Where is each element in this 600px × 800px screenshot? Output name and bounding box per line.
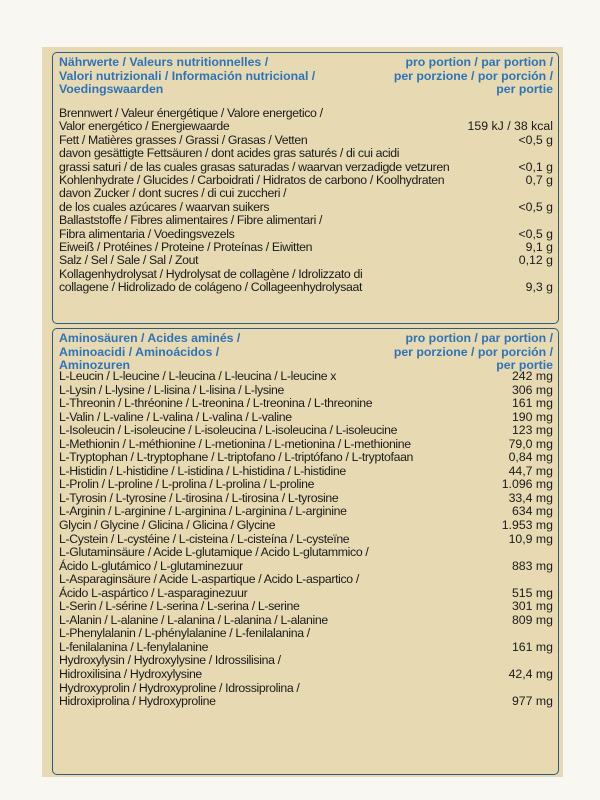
row-value: 159 kJ / 38 kcal	[467, 119, 553, 134]
row-value: 242 mg	[511, 369, 553, 383]
table-row	[59, 187, 553, 214]
row-label: L-Valin / L-valine / L-valina / L-valina / L-valine	[59, 409, 292, 424]
row-label: L-Lysin / L-lysine / L-lisina / L-lisina / L-lysine	[59, 382, 284, 397]
row-label: L-Tryptophan / L-tryptophane / L-triptofano / L-triptófano / L-tryptofaan	[59, 450, 414, 465]
row-label: Fett / Matières grasses / Grassi / Grasas / Vetten	[59, 132, 308, 147]
row-value: 0,12 g	[518, 253, 553, 268]
row-value: 809 mg	[511, 612, 553, 627]
row-label: davon gesättigte Fettsäuren / dont acides gras saturés / di cui acidi grassi saturi / de las cuales grasas saturadas / waarvan verzadigde vetzuren	[59, 146, 450, 174]
row-value: 515 mg	[511, 585, 553, 600]
row-value: 977 mg	[511, 694, 553, 709]
table-row	[59, 546, 553, 573]
row-label: Brennwert / Valeur énergétique / Valore energetico / Valor energético / Energiewaarde	[59, 106, 323, 134]
table-row	[59, 600, 553, 614]
row-value: 33,4 mg	[508, 490, 553, 505]
table-row	[59, 573, 553, 600]
row-value: 9,3 g	[525, 280, 553, 295]
table-row	[59, 519, 553, 533]
table-row	[59, 254, 553, 267]
row-label: L-Leucin / L-leucine / L-leucina / L-leucina / L-leucine x	[59, 369, 337, 383]
row-value: 44,7 mg	[508, 463, 553, 478]
row-label: L-Prolin / L-proline / L-prolina / L-prolina / L-proline	[59, 477, 315, 492]
amino-header-title: Aminosäuren / Acides aminés / Aminoacidi / Aminoácidos / Aminozuren	[59, 331, 241, 372]
row-label: Glycin / Glycine / Glicina / Glicina / Glycine	[59, 518, 276, 533]
row-value: 634 mg	[511, 504, 553, 519]
row-label: L-Threonin / L-thréonine / L-treonina / L-treonina / L-threonine	[59, 396, 373, 411]
row-label: L-Glutaminsäure / Acide L-glutamique / Acido L-glutammico / Ácido L-glutámico / L-glutaminezuur	[59, 545, 369, 573]
table-row	[59, 465, 553, 479]
nutrition-rows	[53, 107, 558, 295]
table-row	[59, 397, 553, 411]
row-value: 0,7 g	[525, 173, 553, 188]
nutrition-header-title: Nährwerte / Valeurs nutritionnelles / Valori nutrizionali / Información nutricional / Voedingswaarden	[59, 55, 316, 96]
row-value: <0,5 g	[518, 199, 553, 214]
amino-header-portion: pro portion / par portion / per porzione / por porción / per portie	[393, 331, 553, 372]
table-row	[59, 533, 553, 547]
nutrition-header-portion: pro portion / par portion / per porzione / por porción / per portie	[393, 55, 553, 96]
amino-header	[53, 329, 558, 370]
table-row	[59, 451, 553, 465]
row-value: <0,1 g	[518, 159, 553, 174]
nutrition-header	[53, 53, 558, 107]
row-value: 190 mg	[511, 409, 553, 424]
row-value: <0,5 g	[518, 132, 553, 147]
table-row	[59, 438, 553, 452]
row-value: 161 mg	[511, 639, 553, 654]
row-label: Ballaststoffe / Fibres alimentaires / Fibre alimentari / Fibra alimentaria / Voedingsvezels	[59, 213, 323, 241]
row-label: Hydroxylysin / Hydroxylysine / Idrossilisina / Hidroxilisina / Hydroxylysine	[59, 653, 281, 682]
row-label: davon Zucker / dont sucres / di cui zuccheri / de los cuales azúcares / waarvan suikers	[59, 186, 287, 214]
row-label: L-Methionin / L-méthionine / L-metionina / L-metionina / L-methionine	[59, 436, 411, 451]
row-label: L-Serin / L-sérine / L-serina / L-serina / L-serine	[59, 599, 300, 614]
row-label: L-Arginin / L-arginine / L-arginina / L-arginina / L-arginine	[59, 504, 347, 519]
table-row	[59, 505, 553, 519]
table-row	[59, 424, 553, 438]
row-value: 1.953 mg	[501, 518, 553, 533]
row-value: 9,1 g	[525, 240, 553, 255]
table-row	[59, 214, 553, 241]
row-label: L-Histidin / L-histidine / L-istidina / L-histidina / L-histidine	[59, 463, 346, 478]
nutrition-table	[52, 52, 559, 324]
row-label: Salz / Sel / Sale / Sal / Zout	[59, 253, 199, 268]
amino-rows	[53, 370, 558, 709]
row-label: Kollagenhydrolysat / Hydrolysat de collagène / Idrolizzato di collagene / Hidrolizado de colágeno / Collageenhydrolysaat	[59, 266, 363, 295]
row-value: 1.096 mg	[501, 477, 553, 492]
row-value: <0,5 g	[518, 226, 553, 241]
row-label: L-Phenylalanin / L-phénylalanine / L-fenilalanina / L-fenilalanina / L-fenylalanine	[59, 626, 310, 654]
row-label: Kohlenhydrate / Glucides / Carboidrati / Hidratos de carbono / Koolhydraten	[59, 173, 445, 188]
row-value: 161 mg	[511, 396, 553, 411]
row-label: L-Cystein / L-cystéine / L-cisteina / L-cisteína / L-cysteïne	[59, 531, 350, 546]
row-label: Eiweiß / Protéines / Proteine / Proteínas / Eiwitten	[59, 240, 313, 255]
table-row	[59, 268, 553, 295]
row-value: 0,84 mg	[508, 450, 553, 465]
row-label: L-Asparaginsäure / Acide L-aspartique / Acido L-aspartico / Ácido L-aspártico / L-asparaginezuur	[59, 572, 359, 600]
table-row	[59, 614, 553, 628]
table-row	[59, 147, 553, 174]
row-value: 883 mg	[511, 558, 553, 573]
table-row	[59, 492, 553, 506]
table-row	[59, 174, 553, 187]
amino-acid-table	[52, 328, 559, 775]
table-row	[59, 654, 553, 681]
row-label: Hydroxyprolin / Hydroxyproline / Idrossiprolina / Hidroxiprolina / Hydroxyproline	[59, 680, 300, 709]
row-label: L-Tyrosin / L-tyrosine / L-tirosina / L-tirosina / L-tyrosine	[59, 490, 339, 505]
row-value: 301 mg	[511, 599, 553, 614]
table-row	[59, 682, 553, 709]
row-value: 79,0 mg	[508, 436, 553, 451]
row-value: 306 mg	[511, 382, 553, 397]
table-row	[59, 411, 553, 425]
table-row	[59, 478, 553, 492]
row-label: L-Isoleucin / L-isoleucine / L-isoleucina / L-isoleucina / L-isoleucine	[59, 423, 398, 438]
row-value: 123 mg	[511, 423, 553, 438]
row-value: 42,4 mg	[508, 667, 553, 682]
row-value: 10,9 mg	[508, 531, 553, 546]
table-row	[59, 370, 553, 384]
table-row	[59, 134, 553, 147]
table-row	[59, 241, 553, 254]
table-row	[59, 627, 553, 654]
table-row	[59, 107, 553, 134]
row-label: L-Alanin / L-alanine / L-alanina / L-alanina / L-alanine	[59, 612, 328, 627]
table-row	[59, 384, 553, 398]
